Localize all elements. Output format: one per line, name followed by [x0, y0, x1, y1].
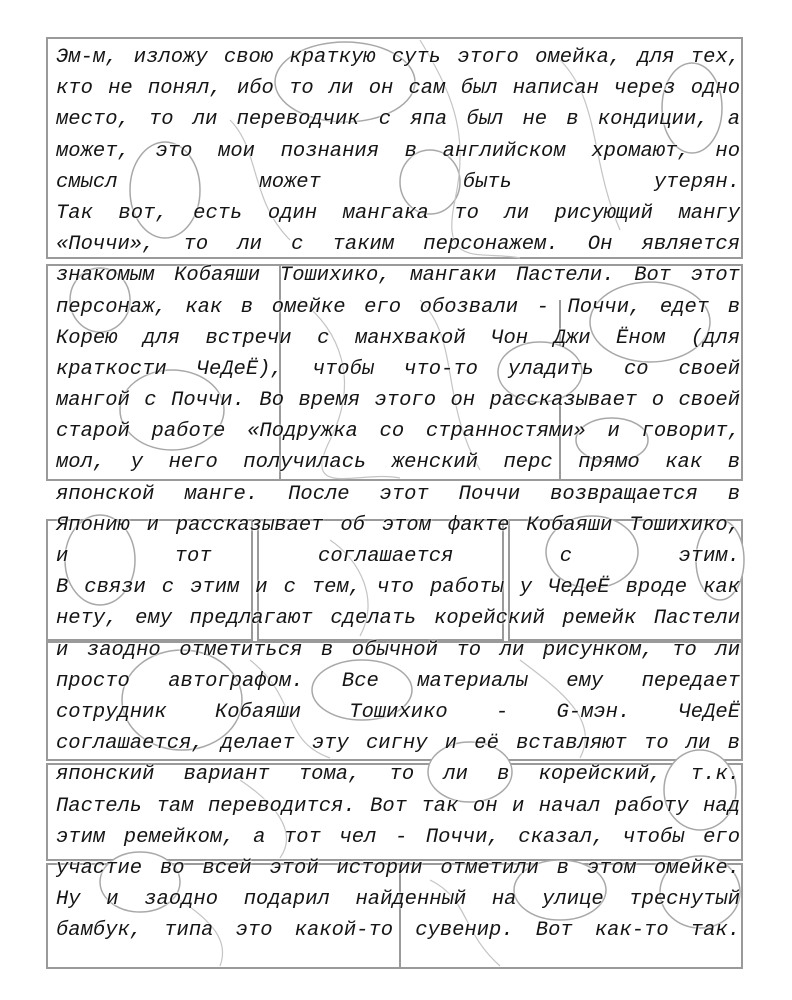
text-line: Японию и рассказывает об этом факте Кобаяши Тошихико, [56, 513, 740, 537]
text-line: может, это мои познания в английском хромают, но [56, 139, 740, 163]
text-line: Эм-м, изложу свою краткую суть этого омейка, для тех, [56, 46, 740, 69]
text-line: мангой с Поччи. Во время этого он рассказывает о своей [56, 389, 740, 413]
text-line: смысл может быть утерян. [56, 170, 740, 194]
text-line: соглашается, делает эту сигну и её вставляют то ли в [56, 732, 740, 756]
text-line: краткости ЧеДеЁ), чтобы что-то уладить со своей [56, 357, 740, 381]
text-line: и заодно отметиться в обычной то ли рисунком, то ли [56, 638, 740, 662]
text-line: Пастель там переводится. Вот так он и начал работу над [56, 794, 740, 818]
text-line: японской манге. После этот Поччи возвращается в [56, 482, 740, 506]
text-line: старой работе «Подружка со странностями» и говорит, [56, 420, 740, 444]
text-line: этим ремейком, а тот чел - Поччи, сказал, чтобы его [56, 825, 740, 849]
text-line: кто не понял, ибо то ли он сам был написан через одно [56, 77, 740, 101]
text-line: участие во всей этой истории отметили в этом омейке. [56, 856, 740, 880]
text-line: мол, у него получилась женский перс прямо как в [56, 451, 740, 475]
text-line: нету, ему предлагают сделать корейский ремейк Пастели [56, 607, 740, 631]
text-line: знакомым Кобаяши Тошихико, мангаки Пастели. Вот этот [56, 264, 740, 288]
text-line: Так вот, есть один мангака то ли рисующий мангу [56, 201, 740, 225]
text-line: просто автографом. Все материалы ему передает [56, 669, 740, 693]
text-line: Корею для встречи с манхвакой Чон Джи Ёном (для [56, 326, 740, 350]
translator-note [56, 42, 740, 946]
text-line: место, то ли переводчик с япа был не в кондиции, а [56, 108, 740, 132]
text-line: сотрудник Кобаяши Тошихико - G-мэн. ЧеДеЁ [56, 700, 740, 724]
text-line: В связи с этим и с тем, что работы у ЧеДеЁ вроде как [56, 576, 740, 600]
text-line: и тот соглашается с этим. [56, 545, 740, 568]
text-line: бамбук, типа это какой-то сувенир. Вот как-то так. [56, 919, 740, 943]
text-line: Ну и заодно подарил найденный на улице треснутый [56, 888, 740, 912]
text-line: японский вариант тома, то ли в корейский, т.к. [56, 763, 740, 787]
text-line: «Поччи», то ли с таким персонажем. Он является [56, 233, 740, 257]
text-line: персонаж, как в омейке его обозвали - Поччи, едет в [56, 295, 740, 319]
